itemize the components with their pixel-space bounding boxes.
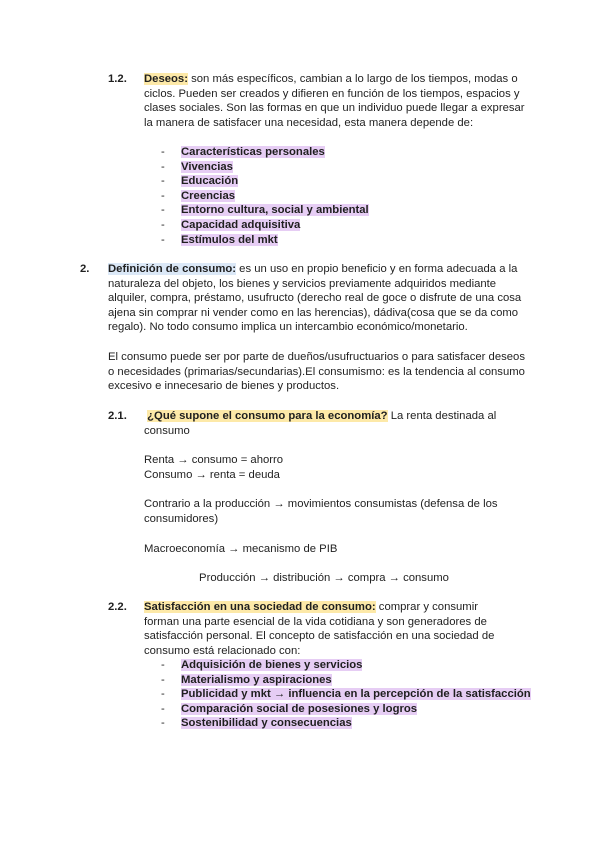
list-item: - Vivencias xyxy=(161,160,233,173)
renta-lines xyxy=(144,453,524,482)
list-item: - Comparación social de posesiones y logros xyxy=(161,702,418,715)
macro-line: Macroeconomía → mecanismo de PIB xyxy=(144,543,338,555)
produccion-paragraph: Contrario a la producción → movimientos consumistas (defensa de los consumidores) xyxy=(144,498,498,525)
list-item: - Creencias xyxy=(161,189,236,202)
list-item: - Publicidad y mkt → influencia en la percepción de la satisfacción xyxy=(161,688,531,701)
section-2-paragraph-2: El consumo puede ser por parte de dueños/usufructuarios o para satisfacer deseos o necesidades (primarias/secundarias).El consumismo: es la tendencia al consumo excesivo e innecesario de bienes y productos. xyxy=(108,351,525,393)
term-deseos: Deseos: xyxy=(144,73,188,85)
satisfaccion-list xyxy=(161,658,531,731)
definicion-consumo-text: es un uso en propio beneficio y en forma adecuada a la naturaleza del objeto, los bienes y servicios previamente adquiridos mediante alquiler, compra, préstamo, usufructo (derecho real de goce o disfrute de una cosa ajena sin comprar ni vender como en las herencias), dádiva(cosa que se da como regalo). No todo consumo implica un intercambio económico/monetario. xyxy=(108,263,522,334)
list-item: - Características personales xyxy=(161,146,325,158)
section-number-1-2: 1.2. xyxy=(108,73,127,85)
list-item: - Entorno cultura, social y ambiental xyxy=(161,204,369,217)
list-item: - Educación xyxy=(161,175,239,188)
section-1-2-paragraph xyxy=(144,72,526,130)
section-2-paragraph xyxy=(108,262,524,335)
term-definicion-consumo: Definición de consumo: xyxy=(108,263,237,275)
section-2-1-heading: ¿Qué supone el consumo para la economía? La renta destinada al consumo xyxy=(144,410,497,437)
section-number-2-1: 2.1. xyxy=(108,410,127,422)
list-item: - Capacidad adquisitiva xyxy=(161,218,301,231)
section-number-2: 2. xyxy=(80,263,90,275)
deseos-factors-list xyxy=(161,145,369,247)
term-consumo-economia: ¿Qué supone el consumo para la economía? xyxy=(147,410,388,422)
list-item: - Adquisición de bienes y servicios xyxy=(161,659,363,671)
deseos-definition: son más específicos, cambian a lo largo de los tiempos, modas o ciclos. Pueden ser creados y difieren en función de los tiempos, espacios y clases sociales. Son las formas en que un individuo puede llegar a expresar la manera de satisfacer una necesidad, esta manera depende de: xyxy=(144,73,525,129)
list-item: - Estímulos del mkt xyxy=(161,233,278,246)
line-consumo: Consumo → renta = deuda xyxy=(144,468,280,481)
term-satisfaccion: Satisfacción en una sociedad de consumo: xyxy=(144,601,376,613)
list-item: - Sostenibilidad y consecuencias xyxy=(161,717,352,730)
section-number-2-2: 2.2. xyxy=(108,601,127,613)
section-2-2-paragraph: Satisfacción en una sociedad de consumo: comprar y consumir forman una parte esencial de la vida cotidiana y son generadores de satisfacción personal. El concepto de satisfacción en una sociedad de consumo está relacionado con: xyxy=(144,601,495,657)
flow-line: Producción → distribución → compra → consumo xyxy=(199,572,449,584)
line-renta: Renta → consumo = ahorro xyxy=(144,454,284,466)
list-item: - Materialismo y aspiraciones xyxy=(161,673,332,686)
